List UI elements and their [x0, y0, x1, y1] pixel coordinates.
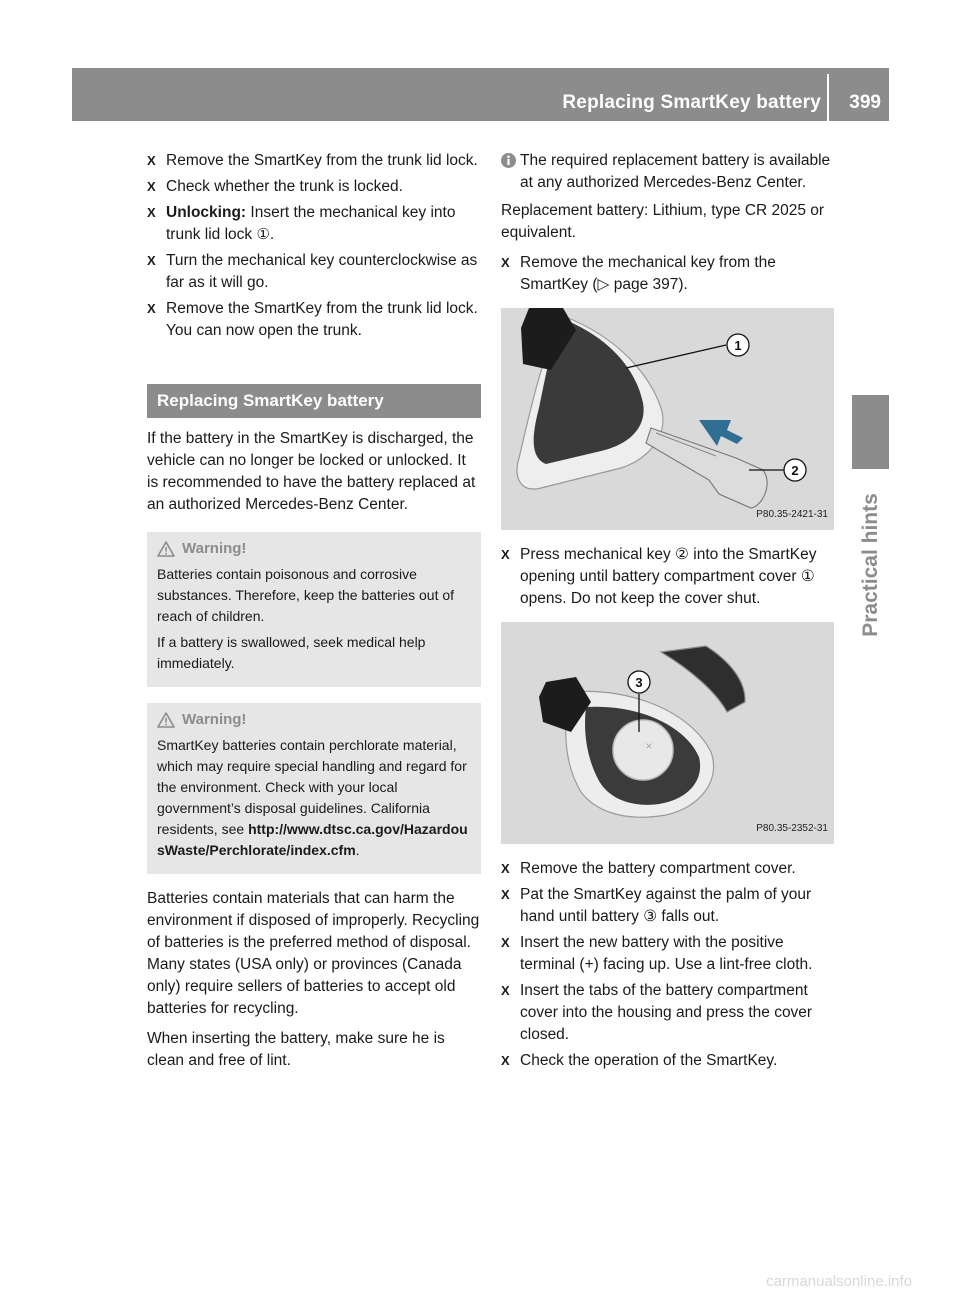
step-text: Press mechanical key ② into the SmartKey opening until battery compartment cover ① opens. Do not keep the cover shut.: [520, 546, 817, 607]
warning-title: Warning!: [182, 540, 247, 557]
step-marker-icon: X: [501, 935, 510, 950]
step-text: Pat the SmartKey against the palm of your hand until battery ③ falls out.: [520, 886, 812, 925]
step-insert-battery: [501, 932, 834, 976]
step-marker-icon: X: [147, 205, 156, 220]
header-divider: [827, 74, 829, 121]
unlocking-text: Insert the mechanical key into trunk lid lock: [166, 204, 456, 243]
warning-triangle-icon: [157, 712, 175, 728]
step-turn-key: [147, 250, 481, 294]
page-title: Replacing SmartKey battery: [562, 92, 821, 113]
step-text: Remove the mechanical key from the SmartKey (▷ page 397).: [520, 254, 776, 293]
side-tab: [852, 480, 889, 650]
warning-text: Batteries contain poisonous and corrosive substances. Therefore, keep the batteries out of reach of children.: [157, 566, 455, 624]
page-number: 399: [849, 92, 881, 113]
warning-text-end: .: [355, 842, 360, 858]
info-text: The required replacement battery is available at any authorized Mercedes-Benz Center.: [520, 152, 831, 191]
warning-text: If a battery is swallowed, seek medical help immediately.: [157, 634, 426, 671]
step-text: Turn the mechanical key counterclockwise as far as it will go.: [166, 252, 478, 291]
step-text: Remove the battery compartment cover.: [520, 860, 796, 877]
step-marker-icon: X: [501, 547, 510, 562]
callout-3-label: 3: [635, 675, 643, 690]
step-text: Remove the SmartKey from the trunk lid lock.: [166, 152, 478, 169]
step-press-key: [501, 544, 834, 610]
step-insert-cover-tabs: [501, 980, 834, 1046]
side-tab-label: Practical hints: [858, 493, 882, 637]
smartkey-illustration: [501, 308, 834, 530]
warning-text: SmartKey batteries contain perchlorate material, which may require special handling and regard for the environment. Check with your local government’s disposal guidelines. California residents, see: [157, 737, 467, 837]
footer-watermark: carmanualsonline.info: [766, 1273, 912, 1290]
step-marker-icon: X: [501, 887, 510, 902]
unlocking-label: Unlocking:: [166, 204, 247, 221]
step-text: Insert the tabs of the battery compartment cover into the housing and press the cover closed.: [520, 982, 813, 1043]
insert-note-paragraph: When inserting the battery, make sure he is clean and free of lint.: [147, 1030, 445, 1069]
step-remove-smartkey: [147, 150, 481, 172]
step-text: Insert the new battery with the positive terminal (+) facing up. Use a lint-free cloth.: [520, 934, 813, 973]
callout-2-label: 2: [791, 463, 799, 478]
figure-smartkey-key-insert: [501, 308, 834, 530]
disposal-paragraph: Batteries contain materials that can harm the environment if disposed of improperly. Recycling of batteries is the preferred method of disposal. Many states (USA only) or provinces (Canada only) require sellers of batteries to accept old batteries for recycling.: [147, 890, 480, 1017]
step-pat-smartkey: [501, 884, 834, 928]
figure-code: P80.35-2421-31: [756, 509, 828, 520]
step-marker-icon: X: [501, 861, 510, 876]
step-remove-mechanical-key: [501, 252, 834, 296]
step-marker-icon: X: [501, 1053, 510, 1068]
side-tab-marker: [852, 395, 889, 469]
info-icon: [501, 153, 516, 168]
battery-plus-mark-icon: ×: [645, 739, 653, 753]
step-text: Check the operation of the SmartKey.: [520, 1052, 778, 1069]
figure-smartkey-battery: [501, 622, 834, 844]
step-marker-icon: X: [501, 255, 510, 270]
replacement-battery-text: Replacement battery: Lithium, type CR 2025 or equivalent.: [501, 202, 825, 241]
step-marker-icon: X: [147, 301, 156, 316]
section-heading: Replacing SmartKey battery: [147, 384, 481, 418]
left-column: [147, 150, 481, 1080]
battery-illustration: [501, 622, 834, 844]
step-unlocking: [147, 202, 481, 246]
step-check-trunk: [147, 176, 481, 198]
warning-box-poison: [147, 532, 481, 687]
step-marker-icon: X: [147, 179, 156, 194]
step-marker-icon: X: [147, 253, 156, 268]
unlocking-text-end: .: [269, 226, 275, 243]
dtsc-url-link[interactable]: http://www.dtsc.ca.gov/HazardousWaste/Perchlorate/index.cfm: [157, 821, 468, 858]
info-note: [501, 150, 834, 194]
warning-triangle-icon: [157, 541, 175, 557]
callout-1-ref: ①: [256, 226, 270, 243]
figure-code: P80.35-2352-31: [756, 823, 828, 834]
step-result: You can now open the trunk.: [166, 322, 362, 339]
right-column: [501, 150, 834, 1076]
step-check-operation: [501, 1050, 834, 1072]
step-text: Remove the SmartKey from the trunk lid lock.: [166, 300, 478, 317]
warning-title: Warning!: [182, 711, 247, 728]
step-text: Check whether the trunk is locked.: [166, 178, 403, 195]
callout-1-label: 1: [734, 338, 742, 353]
step-remove-cover: [501, 858, 834, 880]
warning-box-perchlorate: [147, 703, 481, 874]
intro-paragraph: If the battery in the SmartKey is discharged, the vehicle can no longer be locked or unlocked. It is recommended to have the battery replaced at an authorized Mercedes-Benz Center.: [147, 430, 476, 513]
page-header: [72, 68, 889, 121]
step-marker-icon: X: [147, 153, 156, 168]
step-remove-smartkey-again: [147, 298, 481, 342]
step-marker-icon: X: [501, 983, 510, 998]
